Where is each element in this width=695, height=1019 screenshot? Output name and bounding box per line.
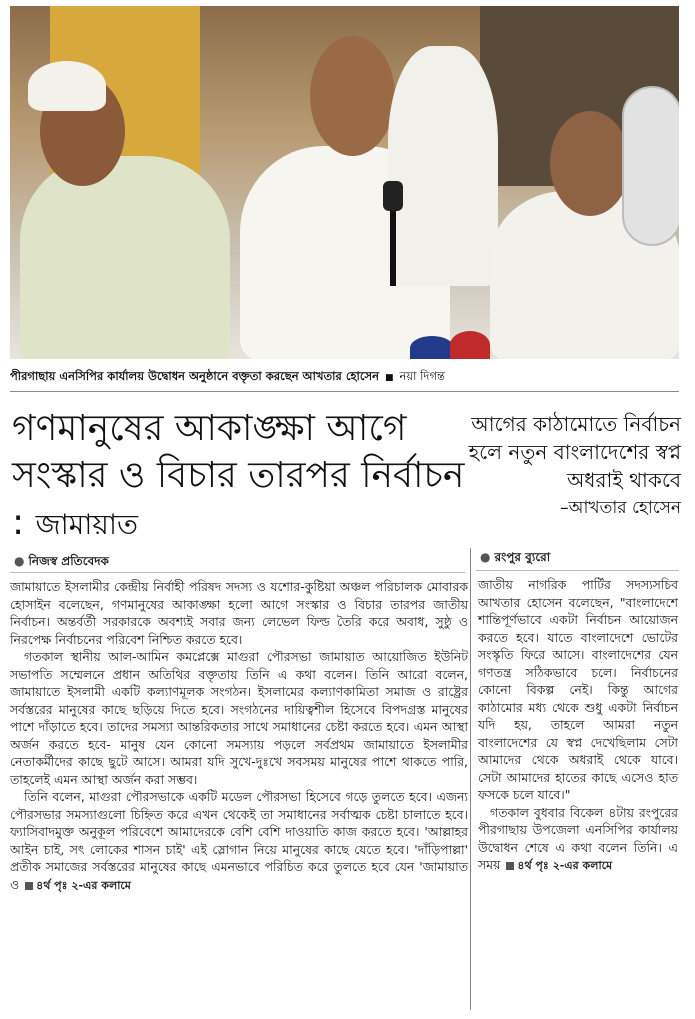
article-paragraph: জামায়াতে ইসলামীর কেন্দ্রীয় নির্বাহী পরিষদ সদস্য ও যশোর-কুষ্টিয়া অঞ্চল পরিচালক মোবারক হোসাইন বলেছেন, গণমানুষের আকাঙ্ক্ষা হলো আগে সংস্কার ও বিচার তারপর জাতীয় নির্বাচন। অন্তর্বর্তী সরকারকে অবশ্যই সবার জন্য লেভেল ফিল্ড তৈরি করে অবাধ, সুষ্ঠু ও নিরপেক্ষ নির্বাচনের পরিবেশ নিশ্চিত করতে হবে।	[10, 579, 468, 647]
photo-person-left	[20, 156, 230, 359]
caption-text: পীরগাছায় এনসিপির কার্যালয় উদ্বোধন অনুষ্ঠানে বক্তৃতা করছেন আখতার হোসেন	[10, 369, 379, 383]
article-paragraph-text: তিনি বলেন, মাগুরা পৌরসভাকে একটি মডেল পৌরসভা হিসেবে গড়ে তুলতে হবে। এজন্য পৌরসভার সমস্যাগুলো চিহ্নিত করে এখন থেকেই তা সমাধানের সর্বাত্মক চেষ্টা চালাতে হবে। ফ্যাসিবাদমুক্ত অনুকূল পরিবেশে আমাদেরকে বেশি বেশি দাওয়াতি কাজ করতে হবে। 'আল্লাহর আইন চাই, সৎ লোকের শাসন চাই' এই স্লোগান নিয়ে মানুষের কাছে যেতে হবে। 'দাঁড়িপাল্লা' প্রতীক সমাজের সর্বস্তরের মানুষের কাছে এমনভাবে পরিচিত করে তুলতে হবে যেন 'জামায়াত ও	[10, 789, 468, 892]
photo-cap	[28, 61, 106, 111]
caption-separator: ■	[384, 373, 394, 383]
article-left-body	[10, 578, 468, 1008]
article-paragraph-text: গতকাল বুধবার বিকেল ৪টায় রংপুরের পীরগাছায় উপজেলা এনসিপির কার্যালয় উদ্বোধন শেষে এ কথা বলেন তিনি। এ সময়	[478, 804, 678, 872]
square-icon	[25, 882, 33, 890]
headline-main: গণমানুষের আকাঙ্ক্ষা আগে সংস্কার ও বিচার তারপর নির্বাচন :	[12, 408, 465, 543]
column-divider	[470, 548, 471, 1010]
article-paragraph	[478, 804, 678, 875]
news-photo	[10, 6, 679, 359]
photo-mic-stand	[390, 206, 396, 286]
article-paragraph: জাতীয় নাগরিক পার্টির সদস্যসচিব আখতার হোসেন বলেছেন, "বাংলাদেশে শান্তিপূর্ণভাবে একটা নির্বাচন আয়োজন করতে হবে। যাতে বাংলাদেশে ভোটের সংস্কৃতি ফিরে আসে। বাংলাদেশের যেন গণতন্ত্র সঠিকভাবে চলে। নির্বাচনের কোনো বিকল্প নেই। কিন্তু আগের কাঠামোর মধ্য থেকে শুধু একটা নির্বাচন যদি হয়, তাহলে আমরা নতুন বাংলাদেশের যে স্বপ্ন দেখেছিলাম সেটা আমাদের থেকে অধরাই থেকে যাবে। সেটা আমাদের হাতের কাছে এসেও হাত ফসকে চলে যাবে।"	[478, 577, 678, 802]
photo-credit: নয়া দিগন্ত	[399, 369, 445, 383]
side-headline-text: আগের কাঠামোতে নির্বাচন হলে নতুন বাংলাদেশের স্বপ্ন অধরাই থাকবে	[468, 412, 681, 492]
byline-right-text: রংপুর ব্যুরো	[494, 550, 551, 564]
headline-source: জামায়াত	[35, 508, 139, 541]
continuation-link[interactable]	[23, 879, 131, 892]
article-paragraph	[10, 788, 468, 894]
continuation-text: ৪র্থ পৃঃ ২-এর কলামে	[517, 859, 613, 872]
photo-caption	[10, 368, 679, 388]
photo-person-standing	[388, 46, 498, 286]
byline-left	[14, 553, 109, 573]
byline-bullet-icon: ●	[480, 550, 491, 564]
byline-left-text: নিজস্ব প্রতিবেদক	[28, 554, 109, 568]
continuation-link[interactable]	[504, 859, 612, 872]
side-headline-author: –আখতার হোসেন	[560, 498, 681, 518]
photo-microphone	[383, 181, 403, 211]
byline-right	[480, 549, 550, 569]
divider	[10, 391, 679, 392]
divider	[476, 570, 679, 571]
side-headline	[463, 410, 681, 522]
square-icon	[506, 862, 514, 870]
photo-press-mic	[410, 336, 454, 359]
photo-fan	[622, 86, 679, 246]
byline-bullet-icon: ●	[14, 554, 25, 568]
article-paragraph: গতকাল স্থানীয় আল-আমিন কমপ্লেক্সে মাগুরা পৌরসভা জামায়াত আয়োজিত ইউনিট সভাপতি সম্মেলনে প্রধান অতিথির বক্তৃতায় তিনি এ কথা বলেন। তিনি আরো বলেন, জামায়াতে ইসলামী একটি কল্যাণমূলক সংগঠন। ইসলামের কল্যাণকামিতা সমাজ ও রাষ্ট্রের সর্বস্তরের মানুষের কাছে ছড়িয়ে দিতে হবে। সংগঠনের দায়িত্বশীল হিসেবে বিপদগ্রস্ত মানুষের পাশে দাঁড়াতে হবে। তাদের সমস্যা আন্তরিকতার সাথে সমাধানের চেষ্টা করতে হবে। এমন আস্থা অর্জন করতে হবে- মানুষ যেন কোনো সমস্যায় পড়লে সর্বপ্রথম জামায়াতে ইসলামীর নেতাকর্মীদের কাছে ছুটে আসে। আমরা যদি সুখে-দুঃখে সবসময় মানুষের পাশে থাকতে পারি, তাহলেই এমন আস্থা অর্জন করা সম্ভব।	[10, 649, 468, 787]
divider	[10, 572, 465, 573]
photo-press-mic	[450, 331, 490, 359]
photo-face	[550, 111, 630, 216]
headline	[12, 405, 472, 548]
article-right-body	[478, 576, 678, 1008]
continuation-text: ৪র্থ পৃঃ ২-এর কলামে	[36, 878, 131, 892]
photo-face	[310, 36, 395, 156]
